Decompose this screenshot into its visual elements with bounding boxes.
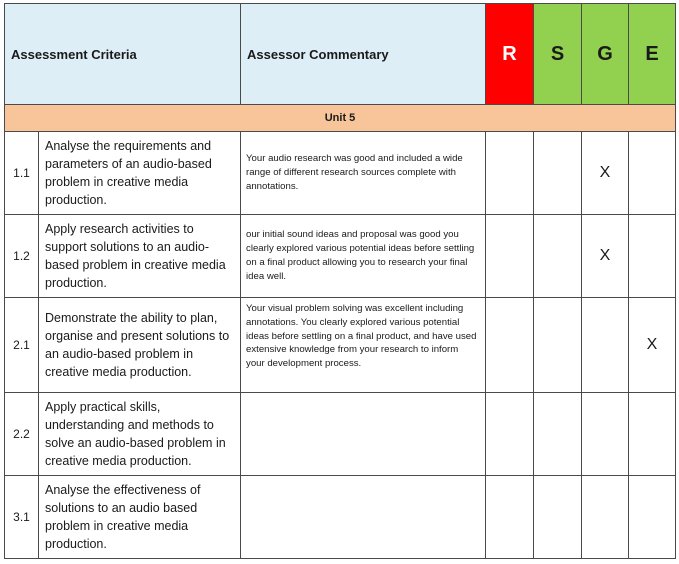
criterion-number: 2.2 (5, 393, 39, 476)
table-row (5, 132, 676, 215)
criterion-number: 3.1 (5, 476, 39, 559)
criterion-text: Analyse the effectiveness of solutions to an audio based problem in creative media production. (39, 476, 241, 559)
criterion-text: Apply research activities to support solutions to an audio-based problem in creative media production. (39, 215, 241, 298)
mark-e (629, 132, 676, 215)
mark-r (486, 476, 534, 559)
mark-s (534, 215, 582, 298)
mark-r (486, 393, 534, 476)
table-row (5, 476, 676, 559)
mark-e (629, 476, 676, 559)
header-row (5, 4, 676, 105)
criterion-number: 1.2 (5, 215, 39, 298)
table-row (5, 393, 676, 476)
commentary-text: Your visual problem solving was excellent including annotations. You clearly explored various potential ideas before settling on a final product, and have used extensive knowledge from your research to inform your development process. (241, 298, 486, 393)
mark-g (582, 298, 629, 393)
assessment-table (4, 3, 676, 559)
commentary-text (241, 393, 486, 476)
criterion-text: Demonstrate the ability to plan, organise and present solutions to an audio-based problem in creative media production. (39, 298, 241, 393)
grade-header-r: R (486, 4, 534, 105)
mark-r (486, 132, 534, 215)
unit-label: Unit 5 (5, 105, 676, 132)
mark-s (534, 132, 582, 215)
mark-s (534, 298, 582, 393)
mark-e (629, 393, 676, 476)
criterion-text: Analyse the requirements and parameters of an audio-based problem in creative media production. (39, 132, 241, 215)
header-assessor-commentary: Assessor Commentary (241, 4, 486, 105)
table-row (5, 298, 676, 393)
mark-s (534, 476, 582, 559)
header-assessment-criteria: Assessment Criteria (5, 4, 241, 105)
table-row (5, 215, 676, 298)
criterion-text: Apply practical skills, understanding and methods to solve an audio-based problem in creative media production. (39, 393, 241, 476)
commentary-text: our initial sound ideas and proposal was good you clearly explored various potential ideas before settling on a final product allowing you to research your final idea well. (241, 215, 486, 298)
mark-r (486, 215, 534, 298)
mark-g (582, 393, 629, 476)
mark-g: X (582, 132, 629, 215)
grade-header-g: G (582, 4, 629, 105)
mark-r (486, 298, 534, 393)
mark-s (534, 393, 582, 476)
criterion-number: 2.1 (5, 298, 39, 393)
grade-header-s: S (534, 4, 582, 105)
mark-e: X (629, 298, 676, 393)
mark-g (582, 476, 629, 559)
mark-g: X (582, 215, 629, 298)
commentary-text (241, 476, 486, 559)
criterion-number: 1.1 (5, 132, 39, 215)
grade-header-e: E (629, 4, 676, 105)
unit-row (5, 105, 676, 132)
mark-e (629, 215, 676, 298)
commentary-text: Your audio research was good and included a wide range of different research sources complete with annotations. (241, 132, 486, 215)
